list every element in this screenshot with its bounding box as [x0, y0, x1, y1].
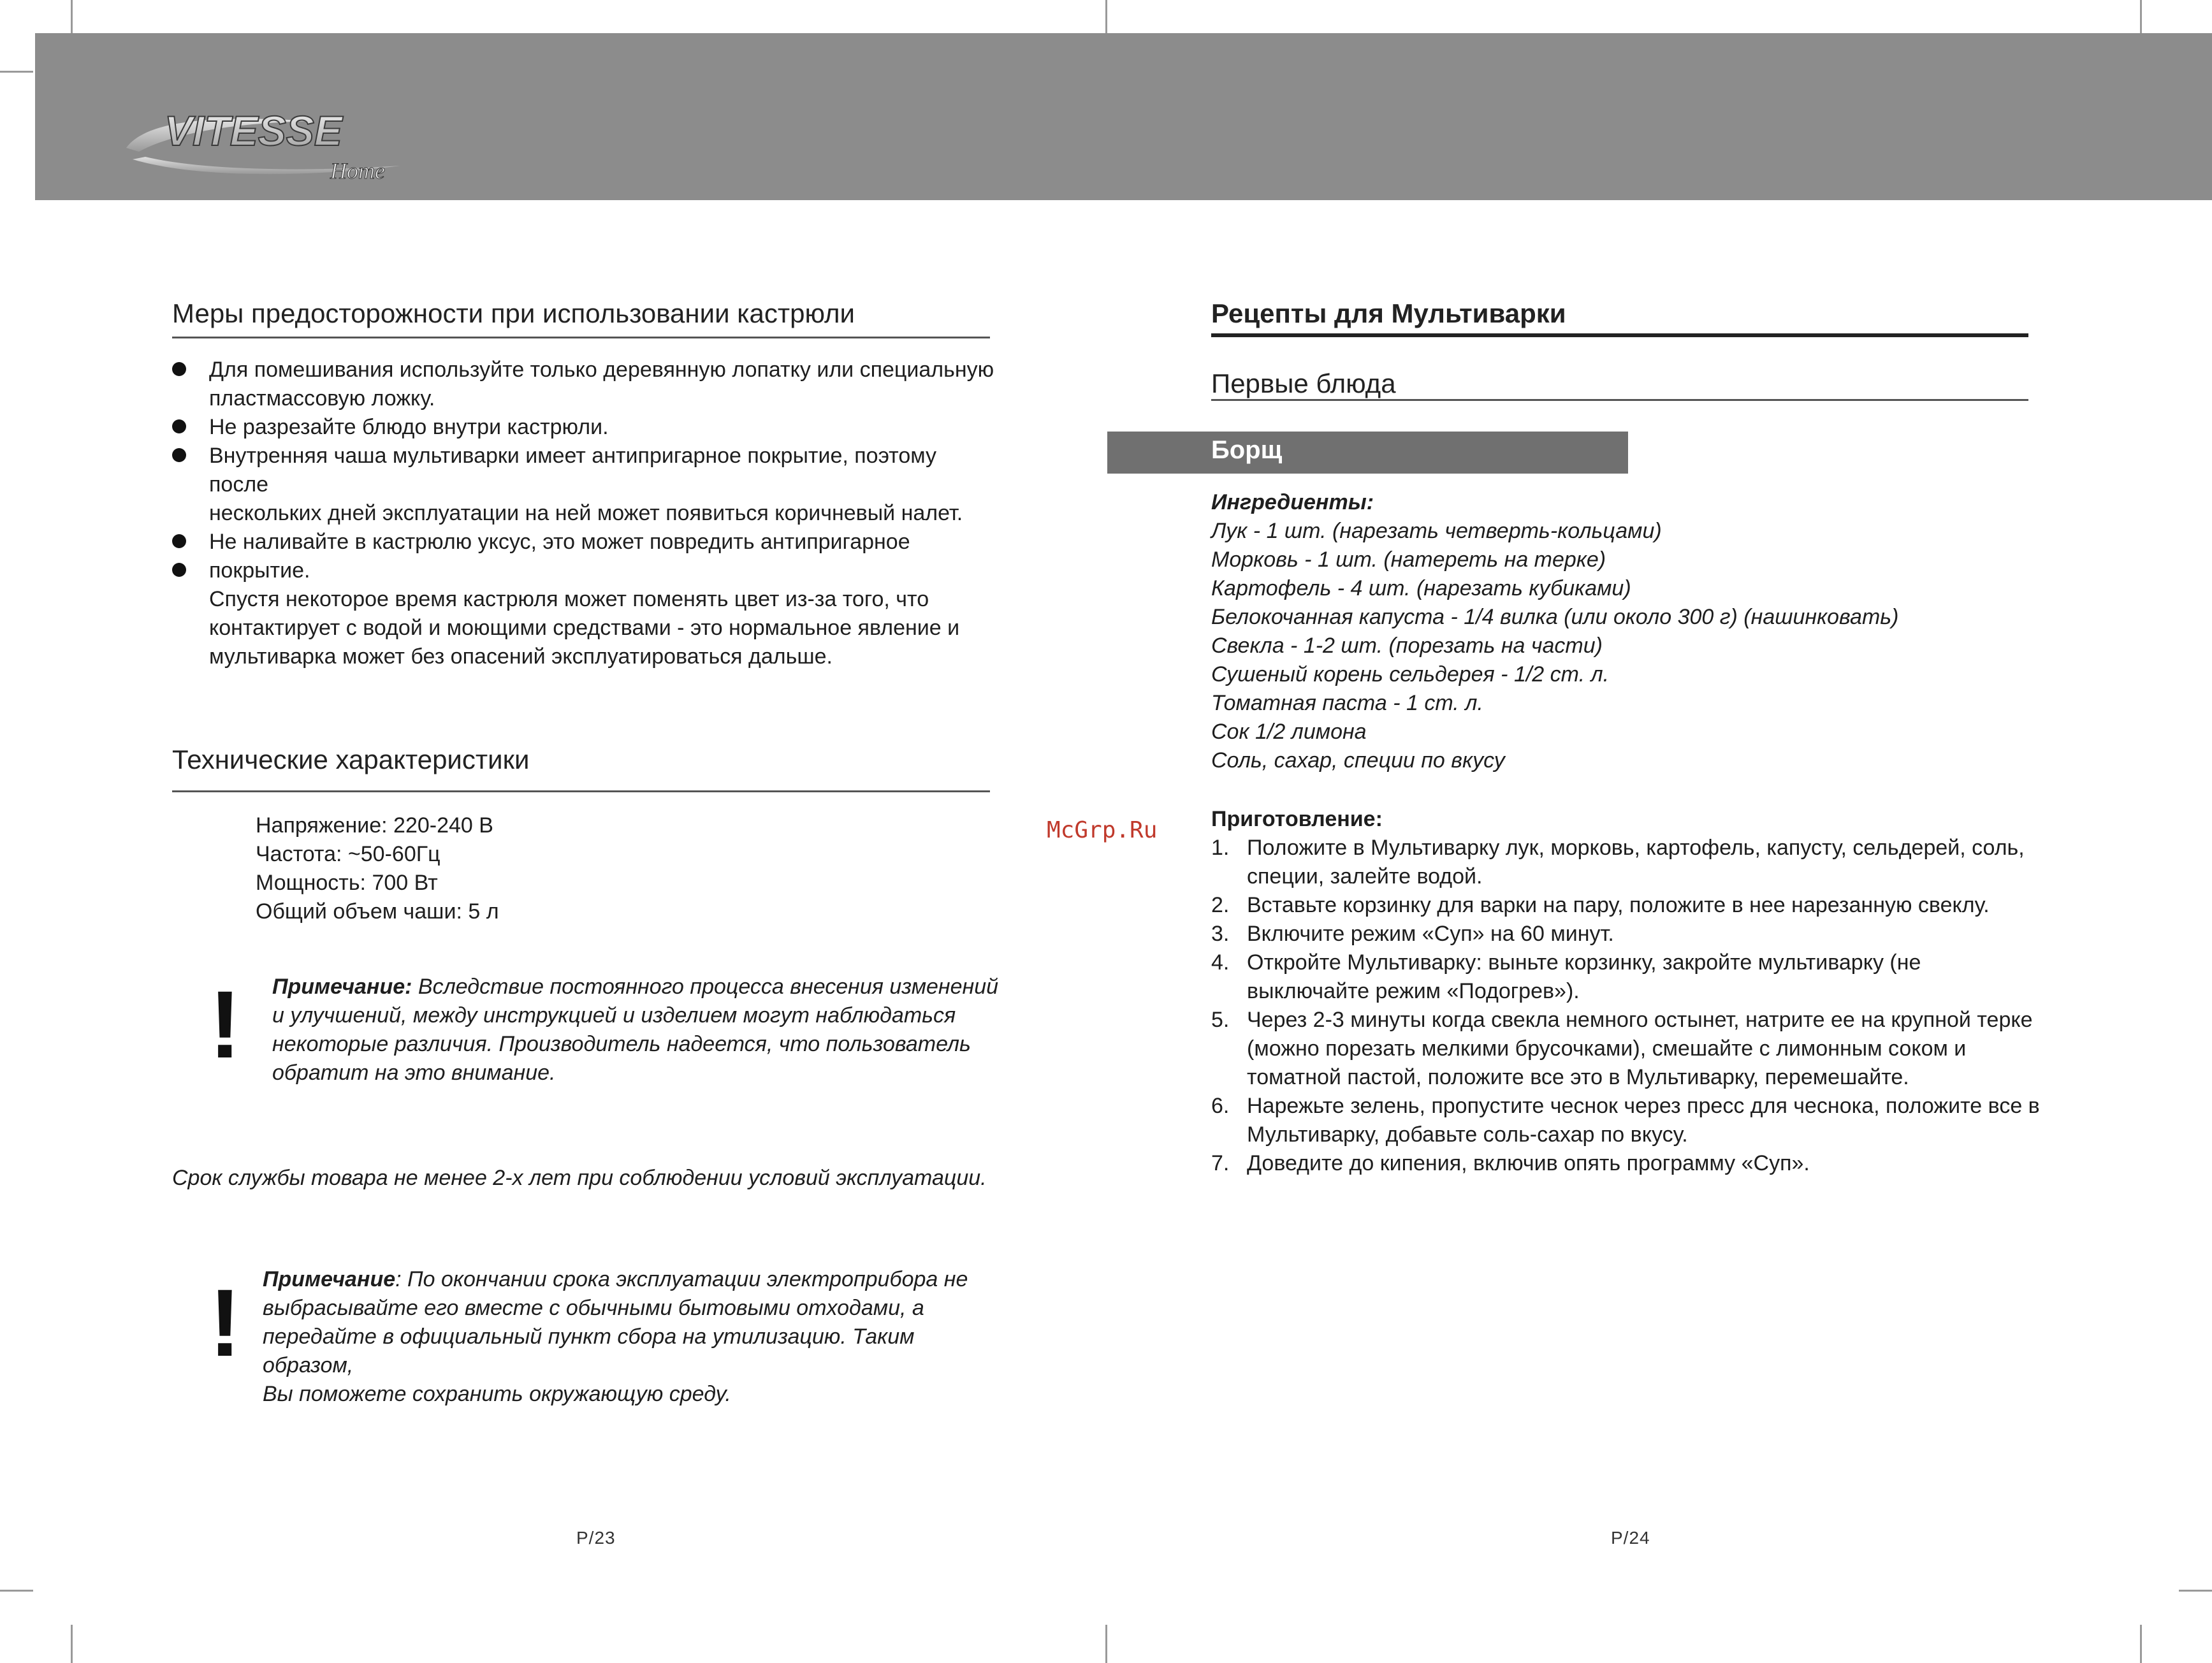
first-courses-title: Первые блюда — [1211, 368, 1396, 398]
list-item: Для помешивания используйте только деревянную лопатку или специальную — [172, 356, 1001, 384]
spec-voltage: Напряжение: 220-240 В — [256, 813, 493, 838]
title-rule — [172, 337, 990, 338]
preparation-heading: Приготовление: — [1211, 807, 1383, 831]
list-item: Морковь - 1 шт. (натереть на терке) — [1211, 548, 1606, 572]
list-item: Белокочанная капуста - 1/4 вилка (или около 300 г) (нашинковать) — [1211, 605, 1899, 629]
crop-mark — [0, 1590, 33, 1592]
note-disposal: Примечание: По окончании срока эксплуатации электроприбора не выбрасывайте его вместе с обычными бытовыми отходами, а передайте в официальный пункт сбора на утилизацию. Таким образом, Вы поможете сохранить окружающую среду. — [263, 1267, 968, 1406]
recipe-header-band — [1107, 432, 1628, 474]
crop-mark — [2179, 1590, 2212, 1592]
list-item: нескольких дней эксплуатации на ней может появиться коричневый налет. — [209, 501, 963, 525]
crop-mark — [0, 71, 33, 73]
watermark: McGrp.Ru — [1047, 817, 1158, 843]
title-rule — [172, 790, 990, 792]
list-item: Сок 1/2 лимона — [1211, 720, 1367, 744]
crop-mark — [1105, 1625, 1107, 1663]
exclamation-icon: ! — [209, 1269, 241, 1376]
service-life: Срок службы товара не менее 2-х лет при соблюдении условий эксплуатации. — [172, 1166, 987, 1190]
step-item: 6. Нарежьте зелень, пропустите чеснок через пресс для чеснока, положите все в Мультиварку, добавьте соль-сахар по вкусу. — [1211, 1094, 2040, 1147]
svg-text:VITESSE: VITESSE — [164, 107, 342, 154]
ingredients-heading: Ингредиенты: — [1211, 490, 1374, 514]
step-item: 5. Через 2-3 минуты когда свекла немного остынет, натрите ее на крупной терке (можно порезать мелкими брусочками), смешайте с лимонным соком и томатной пастой, положите все это в Мультиварку, перемешайте. — [1211, 1008, 2033, 1089]
crop-mark — [71, 1625, 73, 1663]
list-item: Свекла - 1-2 шт. (порезать на части) — [1211, 634, 1603, 658]
list-item: Не разрезайте блюдо внутри кастрюли. — [172, 413, 1001, 442]
title-rule — [1211, 333, 2028, 337]
step-item: 4. Откройте Мультиварку: выньте корзинку, закройте мультиварку (не выключайте режим «Подогрев»). — [1211, 950, 1921, 1003]
list-item: Не наливайте в кастрюлю уксус, это может повредить антипригарное — [172, 528, 1001, 556]
specs-title: Технические характеристики — [172, 744, 530, 774]
crop-mark — [71, 0, 73, 33]
list-item: Внутренняя чаша мультиварки имеет антипригарное покрытие, поэтому после — [172, 442, 1001, 499]
step-item: 3. Включите режим «Суп» на 60 минут. — [1211, 922, 1614, 946]
spec-frequency: Частота: ~50-60Гц — [256, 842, 440, 866]
list-item: Соль, сахар, специи по вкусу — [1211, 748, 1505, 773]
list-item: Сушеный корень сельдерея - 1/2 ст. л. — [1211, 662, 1610, 686]
list-item: Спустя некоторое время кастрюля может поменять цвет из-за того, что — [209, 587, 929, 611]
crop-mark — [2140, 0, 2142, 33]
spec-power: Мощность: 700 Вт — [256, 871, 438, 895]
precautions-list — [172, 356, 1001, 671]
crop-mark — [1105, 0, 1107, 33]
crop-mark — [2140, 1625, 2142, 1663]
note-changes: Примечание: Вследствие постоянного процесса внесения изменений и улучшений, между инструкцией и изделием могут наблюдаться некоторые различия. Производитель надеется, что пользователь обратит на это внимание. — [272, 975, 999, 1085]
list-item: Лук - 1 шт. (нарезать четверть-кольцами) — [1211, 519, 1662, 543]
list-item: мультиварка может без опасений эксплуатироваться дальше. — [209, 644, 833, 669]
recipe-name: Борщ — [1211, 436, 1283, 464]
recipes-title: Рецепты для Мультиварки — [1211, 298, 1566, 328]
step-item: 1. Положите в Мультиварку лук, морковь, картофель, капусту, сельдерей, соль, специи, залейте водой. — [1211, 836, 2025, 889]
preparation-steps — [1211, 834, 2040, 1178]
ingredients-list — [1211, 488, 1899, 775]
page-number: P/24 — [1611, 1528, 1650, 1548]
specs-list — [256, 811, 499, 926]
subtitle-rule — [1211, 399, 2028, 401]
list-item: пластмассовую ложку. — [209, 386, 435, 410]
list-item: Картофель - 4 шт. (нарезать кубиками) — [1211, 576, 1631, 600]
list-item: покрытие. — [172, 556, 1001, 585]
list-item: Томатная паста - 1 ст. л. — [1211, 691, 1483, 715]
page-number: P/23 — [576, 1528, 616, 1548]
svg-text:Home: Home — [330, 158, 385, 184]
precautions-title: Меры предосторожности при использовании кастрюли — [172, 298, 855, 328]
exclamation-icon: ! — [209, 971, 241, 1078]
vitesse-logo — [120, 96, 426, 185]
step-item: 7. Доведите до кипения, включив опять программу «Суп». — [1211, 1151, 1810, 1175]
list-item: контактирует с водой и моющими средствами - это нормальное явление и — [209, 616, 960, 640]
spec-volume: Общий объем чаши: 5 л — [256, 899, 499, 924]
step-item: 2. Вставьте корзинку для варки на пару, положите в нее нарезанную свеклу. — [1211, 893, 1990, 917]
